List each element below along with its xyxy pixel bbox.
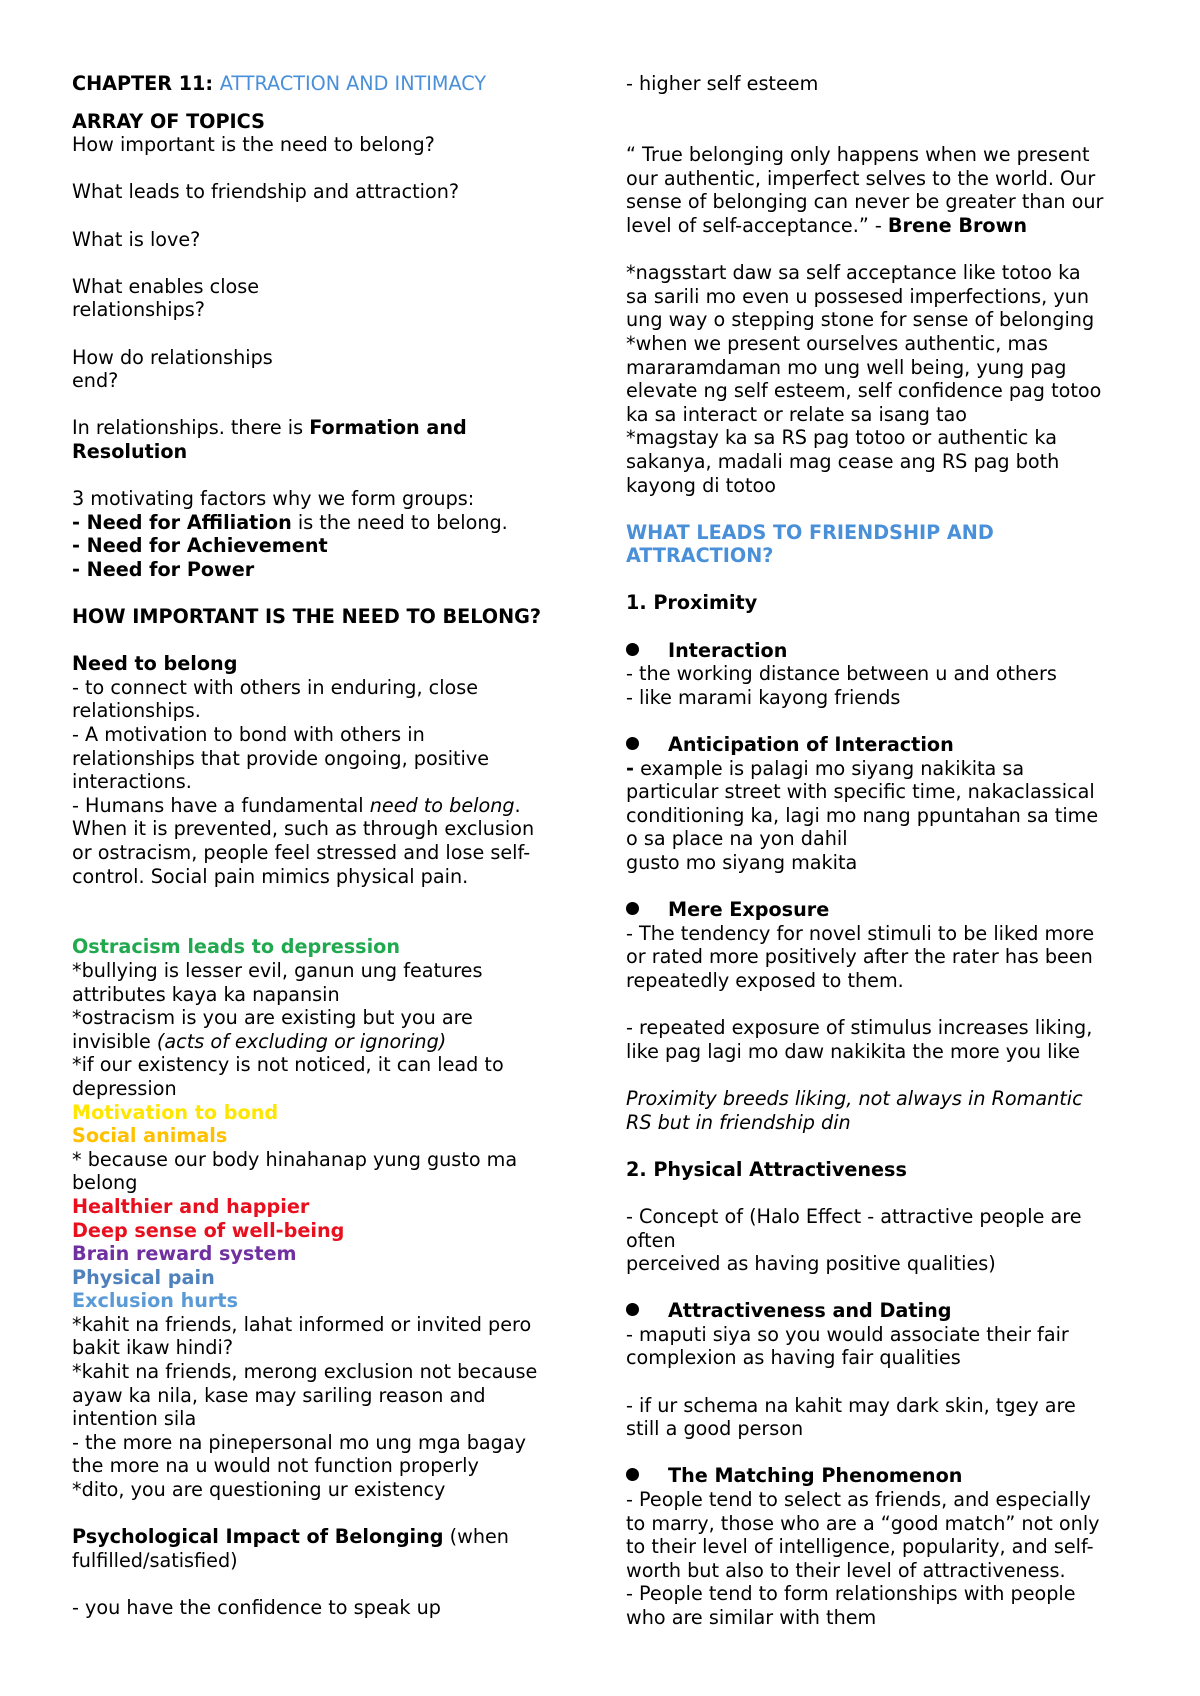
topic-line: How do relationships (72, 345, 273, 369)
body-line: repeatedly exposed to them. (626, 968, 904, 992)
relationships-line: In relationships. there is Formation and (72, 416, 467, 440)
topic-line: What leads to friendship and attraction? (72, 180, 460, 204)
body-line: control. Social pain mimics physical pain. (72, 864, 469, 888)
social-animals: Social animals (72, 1124, 228, 1148)
proximity-italic-line: Proximity breeds liking, not always in Romantic (626, 1086, 1083, 1110)
psych-impact-heading: Psychological Impact of Belonging (when (72, 1525, 509, 1549)
body-line: elevate ng self esteem, self confidence pag totoo (626, 379, 1102, 403)
proximity-heading: 1. Proximity (626, 591, 758, 615)
topic-line: What enables close (72, 274, 260, 298)
bullet-icon (626, 737, 639, 750)
quote-last-line: level of self-acceptance.” - Brene Brown (626, 213, 1027, 237)
body-line: attributes kaya ka napansin (72, 982, 340, 1006)
bullet-icon (626, 643, 639, 656)
body-line: * because our body hinahanap yung gusto ma (72, 1147, 518, 1171)
body-line: often (626, 1228, 676, 1252)
body-line: ung way o stepping stone for sense of belonging (626, 308, 1095, 332)
exclusion-hurts: Exclusion hurts (72, 1289, 238, 1313)
mere-exposure-bullet: Mere Exposure (626, 898, 1132, 922)
topic-line: end? (72, 369, 119, 393)
body-line: - A motivation to bond with others in (72, 723, 425, 747)
body-line: - repeated exposure of stimulus increases liking, (626, 1016, 1093, 1040)
right-column (626, 72, 1132, 1630)
body-line: *ostracism is you are existing but you are (72, 1006, 473, 1030)
body-line: fulfilled/satisfied) (72, 1548, 238, 1572)
body-line: gusto mo siyang makita (626, 851, 858, 874)
ostracism-heading: Ostracism leads to depression (72, 935, 400, 959)
body-line: belong (72, 1171, 138, 1195)
body-line: *if our existency is not noticed, it can lead to (72, 1053, 504, 1077)
bullet-icon (626, 902, 639, 915)
body-line: worth but also to their level of attractiveness. (626, 1558, 1066, 1582)
section-heading-need-to-belong: HOW IMPORTANT IS THE NEED TO BELONG? (72, 605, 542, 629)
body-line: *kahit na friends, lahat informed or invited pero (72, 1312, 532, 1336)
body-line: - maputi siya so you would associate their fair (626, 1322, 1069, 1346)
physical-pain: Physical pain (72, 1265, 215, 1289)
body-line: - People tend to select as friends, and especially (626, 1488, 1091, 1512)
topic-line: relationships? (72, 298, 205, 322)
body-line: relationships. (72, 699, 201, 723)
body-line: o sa place na yon dahil (626, 827, 848, 851)
body-line: depression (72, 1076, 177, 1100)
power-line: - Need for Power (72, 557, 255, 581)
body-line: relationships that provide ongoing, positive (72, 746, 490, 770)
motivation-to-bond: Motivation to bond (72, 1100, 279, 1124)
body-line: ayaw ka nila, kase may sariling reason and (72, 1383, 486, 1407)
body-line: *when we present ourselves authentic, mas (626, 331, 1048, 355)
bullet-icon (626, 1468, 639, 1481)
body-line: - if ur schema na kahit may dark skin, tgey are (626, 1393, 1076, 1417)
body-line: - the more na pinepersonal mo ung mga bagay (72, 1430, 526, 1454)
section-heading-friendship-2: ATTRACTION? (626, 544, 774, 568)
body-line: - The tendency for novel stimuli to be liked more (626, 921, 1095, 945)
section-heading-friendship: WHAT LEADS TO FRIENDSHIP AND (626, 520, 994, 544)
motivating-intro: 3 motivating factors why we form groups: (72, 487, 475, 511)
body-line: sa sarili mo even u possesed imperfections, yun (626, 284, 1090, 308)
body-line: *bullying is lesser evil, ganun ung features (72, 958, 483, 982)
body-line: intention sila (72, 1407, 197, 1431)
need-to-belong-heading: Need to belong (72, 652, 238, 676)
bullet-icon (626, 1303, 639, 1316)
body-line: *nagsstart daw sa self acceptance like totoo ka (626, 261, 1081, 285)
body-line: like pag lagi mo daw nakikita the more you like (626, 1039, 1080, 1063)
body-line: - higher self esteem (626, 72, 819, 95)
body-line: to their level of intelligence, popularity, and self- (626, 1535, 1094, 1559)
deep-sense-of-well-being: Deep sense of well-being (72, 1218, 345, 1242)
quote-line: our authentic, imperfect selves to the world. Our (626, 166, 1096, 190)
body-line: - to connect with others in enduring, close (72, 675, 479, 699)
body-line: perceived as having positive qualities) (626, 1252, 996, 1276)
body-line: - you have the confidence to speak up (72, 1596, 441, 1619)
left-column (72, 72, 578, 1620)
body-line: conditioning ka, lagi mo nang ppuntahan sa time (626, 803, 1099, 827)
brain-reward-system: Brain reward system (72, 1242, 297, 1266)
anticipation-first-line: - example is palagi mo siyang nakikita sa (626, 756, 1025, 780)
body-line: particular street with specific time, nakaclassical (626, 780, 1095, 804)
anticipation-bullet: Anticipation of Interaction (626, 733, 1132, 757)
affiliation-line: - Need for Affiliation is the need to belong. (72, 510, 508, 534)
body-line: *magstay ka sa RS pag totoo or authentic ka (626, 426, 1057, 450)
healthier-and-happier: Healthier and happier (72, 1194, 310, 1218)
body-line: interactions. (72, 770, 192, 794)
body-line: still a good person (626, 1417, 804, 1441)
proximity-italic-line: RS but in friendship din (626, 1110, 851, 1134)
chapter-heading (72, 72, 578, 96)
topic-line: What is love? (72, 227, 201, 251)
body-line: - the working distance between u and others (626, 662, 1057, 686)
array-of-topics-heading: ARRAY OF TOPICS (72, 109, 265, 133)
quote-line: “ True belonging only happens when we present (626, 143, 1090, 167)
body-line: sakanya, madali mag cease ang RS pag both (626, 449, 1060, 473)
body-line: complexion as having fair qualities (626, 1346, 961, 1370)
body-line: *kahit na friends, merong exclusion not because (72, 1360, 538, 1384)
body-line: ka sa interact or relate sa isang tao (626, 402, 968, 426)
body-line: kayong di totoo (626, 473, 776, 497)
topic-line: How important is the need to belong? (72, 133, 435, 157)
body-line: or ostracism, people feel stressed and lose self- (72, 841, 531, 864)
body-line: bakit ikaw hindi? (72, 1336, 234, 1360)
matching-phenomenon-bullet: The Matching Phenomenon (626, 1464, 1132, 1488)
physical-attractiveness-heading: 2. Physical Attractiveness (626, 1157, 907, 1181)
humans-line: - Humans have a fundamental need to belong. (72, 793, 521, 817)
invisible-line: invisible (acts of excluding or ignoring) (72, 1029, 447, 1053)
interaction-bullet: Interaction (626, 639, 1132, 663)
body-line: who are similar with them (626, 1606, 877, 1629)
body-line: *dito, you are questioning ur existency (72, 1478, 446, 1502)
relationships-line-2: Resolution (72, 439, 188, 463)
body-line: or rated more positively after the rater has been (626, 945, 1093, 969)
body-line: to marry, those who are a “good match” not only (626, 1511, 1100, 1535)
body-line: When it is prevented, such as through exclusion (72, 817, 535, 841)
body-line: - People tend to form relationships with people (626, 1582, 1076, 1606)
chapter-prefix: CHAPTER 11: (72, 72, 220, 95)
body-line: - Concept of (Halo Effect - attractive people are (626, 1204, 1082, 1228)
achievement-line: - Need for Achievement (72, 534, 328, 558)
body-line: mararamdaman mo ung well being, yung pag (626, 355, 1067, 379)
body-line: - like marami kayong friends (626, 685, 901, 709)
attractiveness-dating-bullet: Attractiveness and Dating (626, 1299, 1132, 1323)
quote-line: sense of belonging can never be greater than our (626, 190, 1104, 214)
chapter-title: ATTRACTION AND INTIMACY (219, 72, 487, 95)
body-line: the more na u would not function properly (72, 1454, 479, 1478)
